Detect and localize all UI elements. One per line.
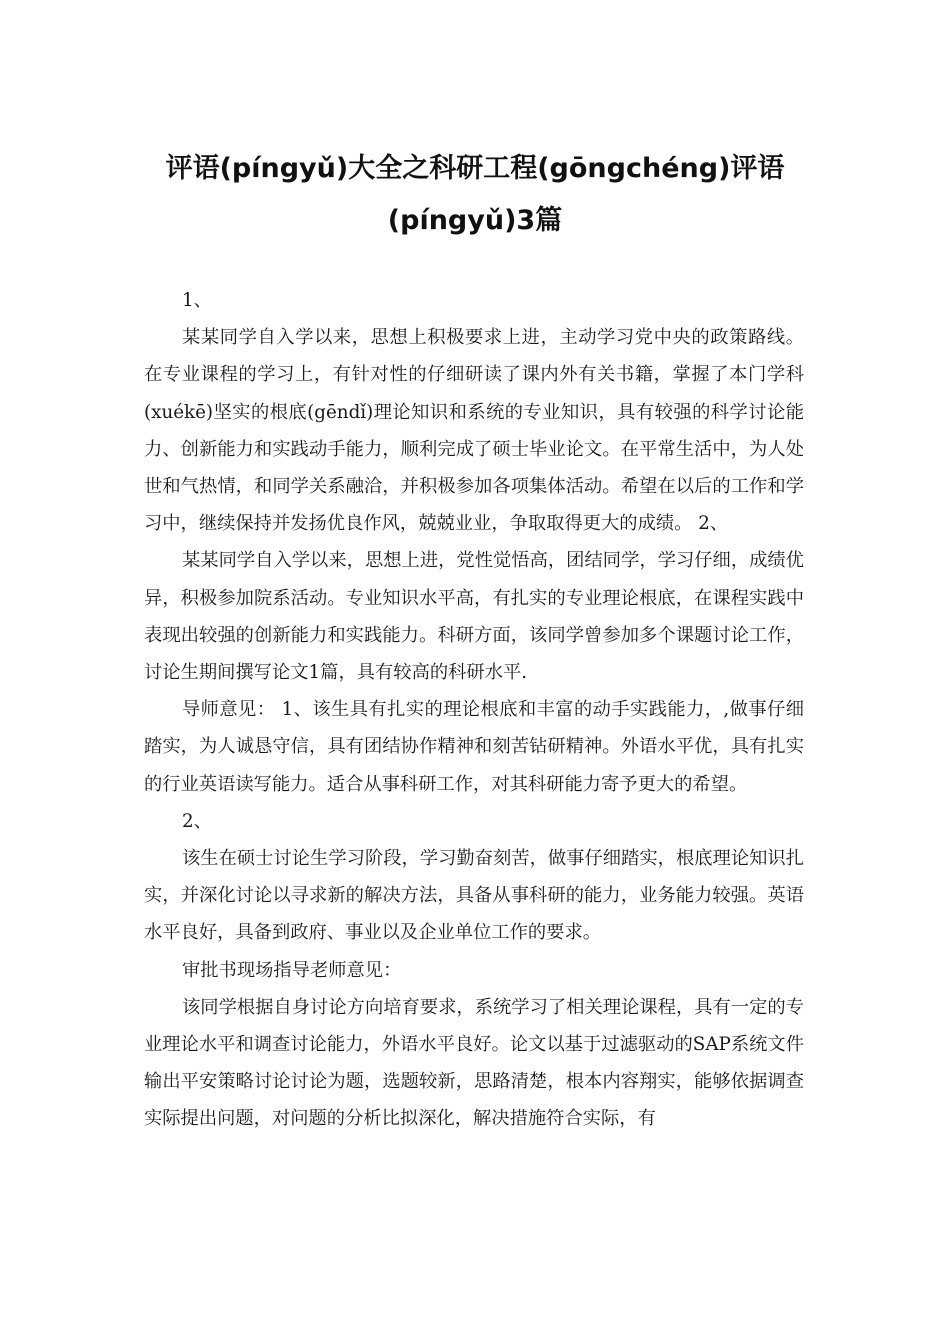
paragraph-evaluation-4: 该同学根据自身讨论方向培育要求，系统学习了相关理论课程，具有一定的专业理论水平和调查讨论能力，外语水平良好。论文以基于过滤驱动的SAP系统文件输出平安策略讨论讨论为题，选题较新，思路清楚，根本内容翔实，能够依据调查实际提出问题，对问题的分析比拟深化，解决措施符合实际，有 — [144, 996, 804, 1130]
paragraph-advisor-opinion: 导师意见： 1、该生具有扎实的理论根底和丰富的动手实践能力，,做事仔细踏实，为人诚恳守信，具有团结协作精神和刻苦钻研精神。外语水平优，具有扎实的行业英语读写能力。适合从事科研工作，对其科研能力寄予更大的希望。 — [144, 699, 804, 795]
document-title-line-2: (píngyǔ)3篇 — [387, 205, 563, 236]
document-body — [144, 282, 804, 1138]
paragraph-section-1-number: 1、 — [182, 290, 212, 311]
paragraph-evaluation-2: 某某同学自入学以来，思想上进，党性觉悟高，团结同学，学习仔细，成绩优异，积极参加院系活动。专业知识水平高，有扎实的专业理论根底，在课程实践中表现出较强的创新能力和实践能力。科研方面，该同学曾参加多个课题讨论工作，讨论生期间撰写论文1篇，具有较高的科研水平. — [144, 550, 804, 684]
paragraph-onsite-advisor-heading: 审批书现场指导老师意见： — [182, 959, 402, 981]
paragraph-section-2-number: 2、 — [182, 810, 212, 832]
paragraph-evaluation-1: 某某同学自入学以来，思想上积极要求上进，主动学习党中央的政策路线。 在专业课程的学习上，有针对性的仔细研读了课内外有关书籍，掌握了本门学科(xuékē)坚实的根底(gēndǐ)理论知识和系统的专业知识，具有较强的科学讨论能力、创新能力和实践动手能力，顺利完成了硕士毕业论文。在平常生活中，为人处世和气热情，和同学关系融洽，并积极参加各项集体活动。希望在以后的工作和学习中，继续保持并发扬优良作风，兢兢业业，争取取得更大的成绩。 2、 — [144, 327, 804, 535]
paragraph-evaluation-3: 该生在硕士讨论生学习阶段，学习勤奋刻苦，做事仔细踏实，根底理论知识扎实，并深化讨论以寻求新的解决方法，具备从事科研的能力，业务能力较强。英语水平良好，具备到政府、事业以及企业单位工作的要求。 — [144, 848, 804, 944]
document-title-line-1: 评语(píngyǔ)大全之科研工程(gōngchéng)评语 — [165, 153, 785, 184]
